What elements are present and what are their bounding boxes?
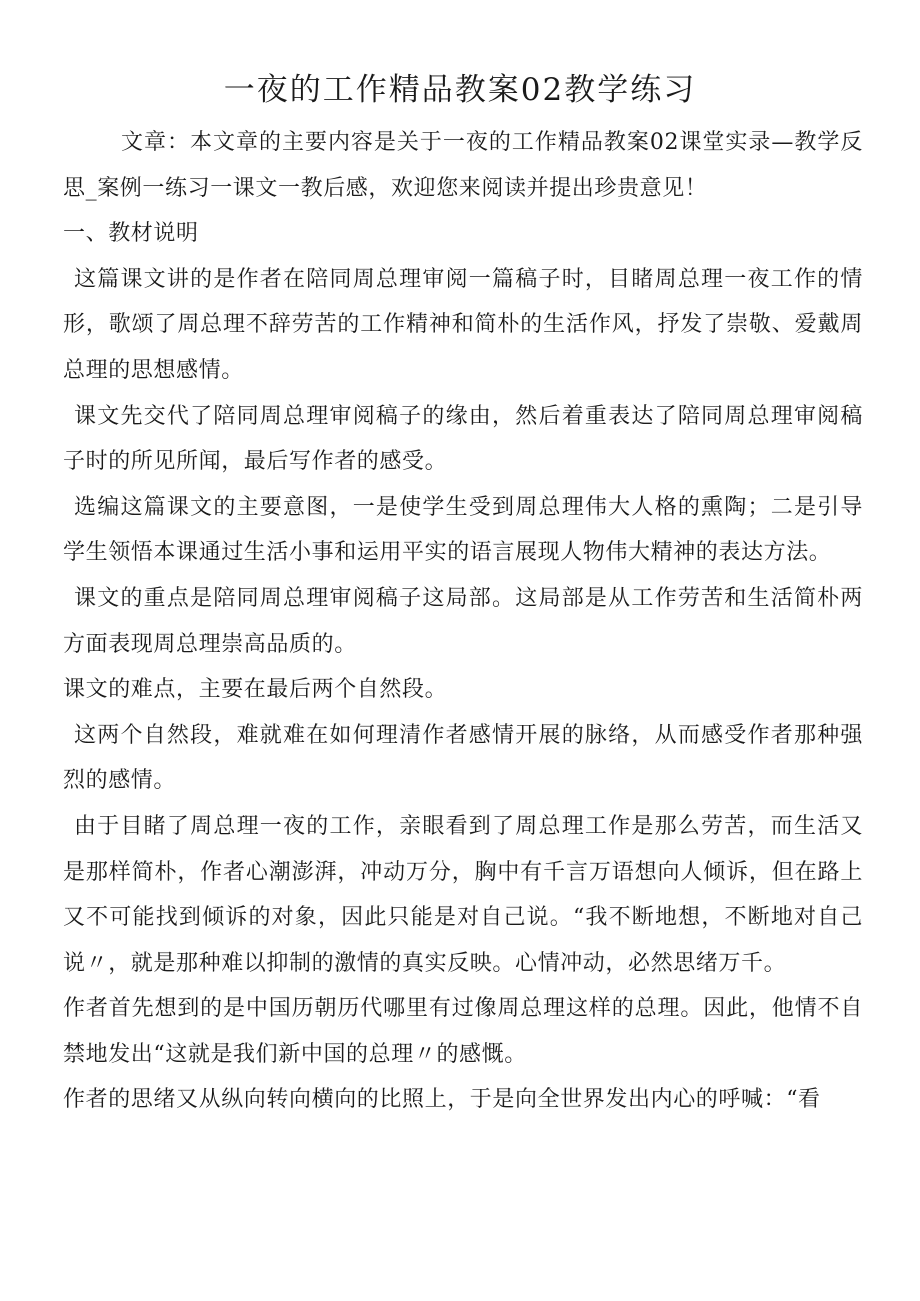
body-paragraph: 作者首先想到的是中国历朝历代哪里有过像周总理这样的总理。因此，他情不自禁地发出“这就是我们新中国的总理〃的感慨。 <box>63 996 863 1067</box>
body-paragraph: 由于目睹了周总理一夜的工作，亲眼看到了周总理工作是那么劳苦，而生活又是那样简朴，作者心潮澎湃，冲动万分，胸中有千言万语想向人倾诉，但在路上又不可能找到倾诉的对象，因此只能是对自己说。“我不断地想，不断地对自己说〃，就是那种难以抑制的激情的真实反映。心情冲动，必然思绪万千。 <box>63 813 863 976</box>
body-paragraph: 选编这篇课文的主要意图，一是使学生受到周总理伟大人格的熏陶；二是引导学生领悟本课通过生活小事和运用平实的语言展现人物伟大精神的表达方法。 <box>63 494 863 566</box>
body-paragraph: 这篇课文讲的是作者在陪同周总理审阅一篇稿子时，目睹周总理一夜工作的情形，歌颂了周总理不辞劳苦的工作精神和简朴的生活作风，抒发了崇敬、爱戴周总理的思想感情。 <box>63 266 863 383</box>
section-heading: 一、教材说明 <box>63 221 199 247</box>
document-title: 一夜的工作精品教案02教学练习 <box>223 72 697 108</box>
document-body <box>63 120 863 1123</box>
body-paragraph: 这两个自然段，难就难在如何理清作者感情开展的脉络，从而感受作者那种强烈的感情。 <box>63 722 863 794</box>
intro-paragraph: 文章：本文章的主要内容是关于一夜的工作精品教案02课堂实录—教学反思_案例一练习一课文一教后感，欢迎您来阅读并提出珍贵意见！ <box>63 130 863 201</box>
body-paragraph: 课文的重点是陪同周总理审阅稿子这局部。这局部是从工作劳苦和生活简朴两方面表现周总理崇高品质的。 <box>63 585 863 657</box>
body-paragraph: 作者的思绪又从纵向转向横向的比照上，于是向全世界发出内心的呼喊：“看 <box>63 1087 821 1113</box>
body-paragraph: 课文的难点，主要在最后两个自然段。 <box>63 677 448 703</box>
body-paragraph: 课文先交代了陪同周总理审阅稿子的缘由，然后着重表达了陪同周总理审阅稿子时的所见所闻，最后写作者的感受。 <box>63 403 863 475</box>
